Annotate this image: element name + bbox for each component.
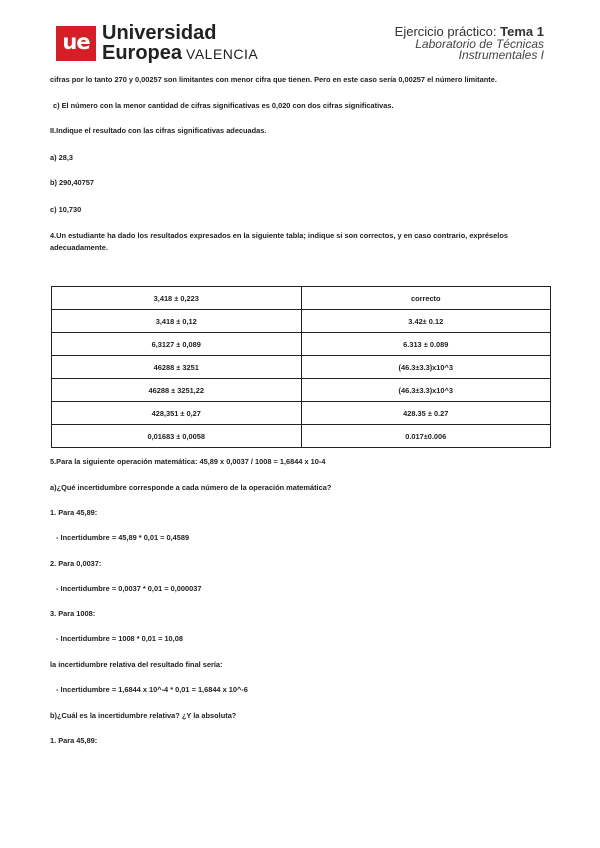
page-header [0, 0, 600, 70]
table-cell-corrected: correcto [301, 287, 551, 310]
university-name-europea: Europea [102, 42, 183, 64]
table-cell-corrected: 6.313 ± 0.089 [301, 333, 551, 356]
answer-b: b) 290,40757 [50, 178, 94, 187]
results-table [51, 286, 551, 448]
question-5a: a)¿Qué incertidumbre corresponde a cada número de la operación matemática? [50, 483, 332, 492]
relative-uncertainty: - Incertidumbre = 1,6844 x 10^-4 * 0,01 = 1,6844 x 10^-6 [56, 685, 248, 694]
tema-label: Tema 1 [500, 24, 544, 39]
course-name-line2: Instrumentales I [458, 48, 544, 62]
course-name-line1: Laboratorio de Técnicas [415, 37, 544, 51]
table-row [52, 333, 551, 356]
table-row [52, 425, 551, 448]
uncertainty-1008: - Incertidumbre = 1008 * 0,01 = 10,08 [56, 634, 183, 643]
paragraph-limiting-figures: cifras por lo tanto 270 y 0,00257 son limitantes con menor cifra que tienen. Pero en este caso sería 0,00257 el número limitante. [50, 75, 497, 84]
table-row [52, 356, 551, 379]
table-cell-given: 428,351 ± 0,27 [52, 402, 302, 425]
table-cell-given: 0,01683 ± 0,0058 [52, 425, 302, 448]
item-0-0037: 2. Para 0,0037: [50, 559, 102, 568]
paragraph-answer-c: c) El número con la menor cantidad de cifras significativas es 0,020 con dos cifras significativas. [53, 101, 394, 110]
university-logo [56, 26, 96, 61]
table-cell-given: 3,418 ± 0,12 [52, 310, 302, 333]
table-cell-corrected: (46.3±3.3)x10^3 [301, 356, 551, 379]
table-cell-given: 3,418 ± 0,223 [52, 287, 302, 310]
relative-intro: la incertidumbre relativa del resultado final sería: [50, 660, 223, 669]
table-cell-corrected: 0.017±0.006 [301, 425, 551, 448]
table-cell-given: 46288 ± 3251,22 [52, 379, 302, 402]
question-2-heading: II.Indique el resultado con las cifras significativas adecuadas. [50, 126, 267, 135]
item-45-89-b: 1. Para 45,89: [50, 736, 98, 745]
university-city: VALENCIA [186, 46, 259, 62]
university-name-line2 [102, 42, 258, 65]
answer-a: a) 28,3 [50, 153, 74, 162]
table-cell-given: 6,3127 ± 0,089 [52, 333, 302, 356]
uncertainty-45-89: - Incertidumbre = 45,89 * 0,01 = 0,4589 [56, 533, 190, 542]
logo-mark: ue [62, 30, 90, 54]
answer-c: c) 10,730 [50, 205, 82, 214]
question-5-heading: 5.Para la siguiente operación matemática: 45,89 x 0,0037 / 1008 = 1,6844 x 10-4 [50, 457, 326, 466]
item-45-89: 1. Para 45,89: [50, 508, 98, 517]
exercise-label: Ejercicio práctico: [394, 24, 497, 39]
table-row [52, 379, 551, 402]
item-1008: 3. Para 1008: [50, 609, 96, 618]
table-row [52, 287, 551, 310]
question-5b: b)¿Cuál es la incertidumbre relativa? ¿Y la absoluta? [50, 711, 237, 720]
question-4-heading: 4.Un estudiante ha dado los resultados expresados en la siguiente tabla; indique si son correctos, y en caso contrario, expréselos adecuadamente. [50, 231, 508, 252]
table-cell-given: 46288 ± 3251 [52, 356, 302, 379]
uncertainty-0-0037: - Incertidumbre = 0,0037 * 0,01 = 0,000037 [56, 584, 202, 593]
table-cell-corrected: 428.35 ± 0.27 [301, 402, 551, 425]
table-cell-corrected: 3.42± 0.12 [301, 310, 551, 333]
table-row [52, 402, 551, 425]
exercise-heading [395, 24, 544, 61]
table-cell-corrected: (46.3±3.3)x10^3 [301, 379, 551, 402]
table-row [52, 310, 551, 333]
university-name: Universidad [102, 22, 217, 44]
